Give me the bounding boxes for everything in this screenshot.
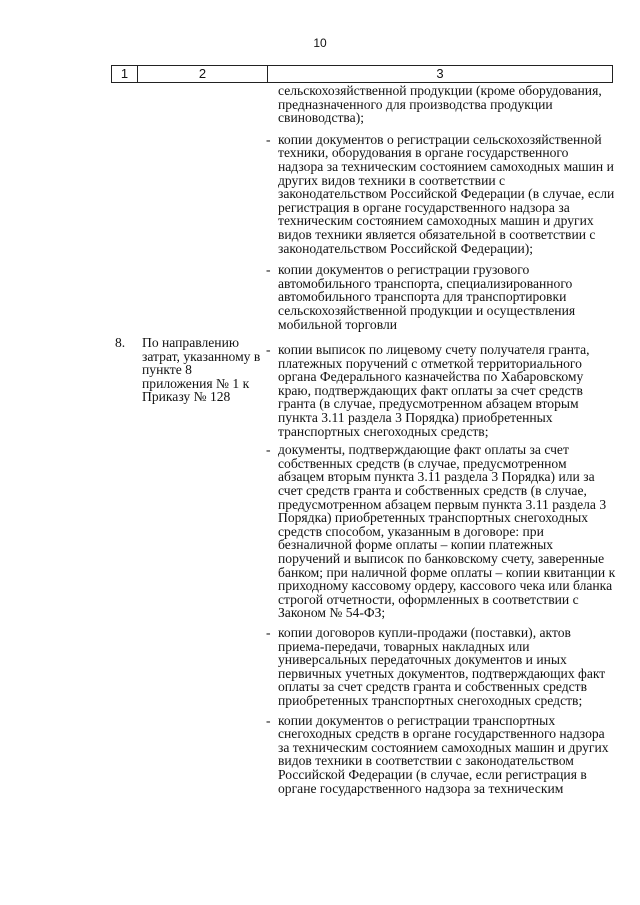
row-8-label: По направлению затрат, указанному в пункте 8 приложения № 1 к Приказу № 128 bbox=[142, 335, 261, 405]
dash-marker: - bbox=[266, 342, 271, 358]
header-col-2: 2 bbox=[138, 66, 268, 82]
list-item-text: копии документов о регистрации грузового автомобильного транспорта, специализированного автомобильного транспорта для транспортировки сельскохозяйственной продукции и осуществления мобильной торговли bbox=[278, 262, 576, 332]
continuation-text: сельскохозяйственной продукции (кроме оборудования, предназначенного для производства продукции свиноводства); bbox=[278, 83, 602, 126]
list-item-text: копии документов о регистрации сельскохозяйственной техники, оборудования в органе государственного надзора за техническим состоянием самоходных машин и других видов техники в соответствии с законодательством Российской Федерации (в случае, если регистрация в органе государственного надзора за техническим состоянием самоходных машин и других видов техники является обязательной в соответствии с законодательством Российской Федерации); bbox=[278, 131, 615, 256]
list-item bbox=[266, 133, 616, 255]
list-item bbox=[266, 343, 616, 438]
list-item-text: копии договоров купли-продажи (поставки), актов приема-передачи, товарных накладных или универсальных передаточных документов и иных первичных учетных документов, подтверждающих факт оплаты за счет средств гранта и собственных средств приобретенных транспортных снегоходных средств; bbox=[278, 624, 606, 708]
list-item bbox=[266, 626, 616, 708]
dash-marker: - bbox=[266, 442, 271, 458]
list-item bbox=[266, 714, 616, 796]
list-item-text: копии документов о регистрации транспортных снегоходных средств в органе государственного надзора за техническим состоянием самоходных машин и других видов техники в соответствии с законодательством Российской Федерации (в случае, если регистрация в органе государственного надзора за техническим bbox=[278, 712, 609, 796]
table-header bbox=[111, 65, 613, 83]
list-item bbox=[266, 443, 616, 620]
list-item-text: копии выписок по лицевому счету получателя гранта, платежных поручений с отметкой территориального органа Федерального казначейства по Хабаровскому краю, подтверждающих факт оплаты за счет средств гранта (в случае, предусмотренном абзацем вторым пункта 3.11 раздела 3 Порядка) приобретенных транспортных снегоходных средств; bbox=[278, 342, 590, 439]
row-8-number: 8. bbox=[115, 335, 126, 350]
page-number: 10 bbox=[313, 36, 327, 50]
header-col-1: 1 bbox=[112, 66, 138, 82]
list-item-text: документы, подтверждающие факт оплаты за счет собственных средств (в случае, предусмотренном абзацем вторым пункта 3.11 раздела 3 Порядка) или за счет средств гранта и собственных средств (в случае, предусмотренном абзацем первым пункта 3.11 раздела 3 Порядка) приобретенных транспортных снегоходных средств способом, указанным в договоре: при безналичной форме оплаты – копии платежных поручений и выписок по банковскому счету, заверенные банком; при наличной форме оплаты – копии квитанции к приходному кассовому ордеру, кассового чека или бланка строгой отчетности, оформленных в соответствии с Законом № 54-ФЗ; bbox=[278, 442, 616, 621]
header-col-3: 3 bbox=[436, 66, 444, 81]
dash-marker: - bbox=[266, 262, 271, 278]
requirements-column bbox=[266, 84, 616, 795]
dash-marker: - bbox=[266, 712, 271, 728]
dash-marker: - bbox=[266, 624, 271, 640]
dash-marker: - bbox=[266, 131, 271, 147]
list-item bbox=[266, 263, 616, 331]
